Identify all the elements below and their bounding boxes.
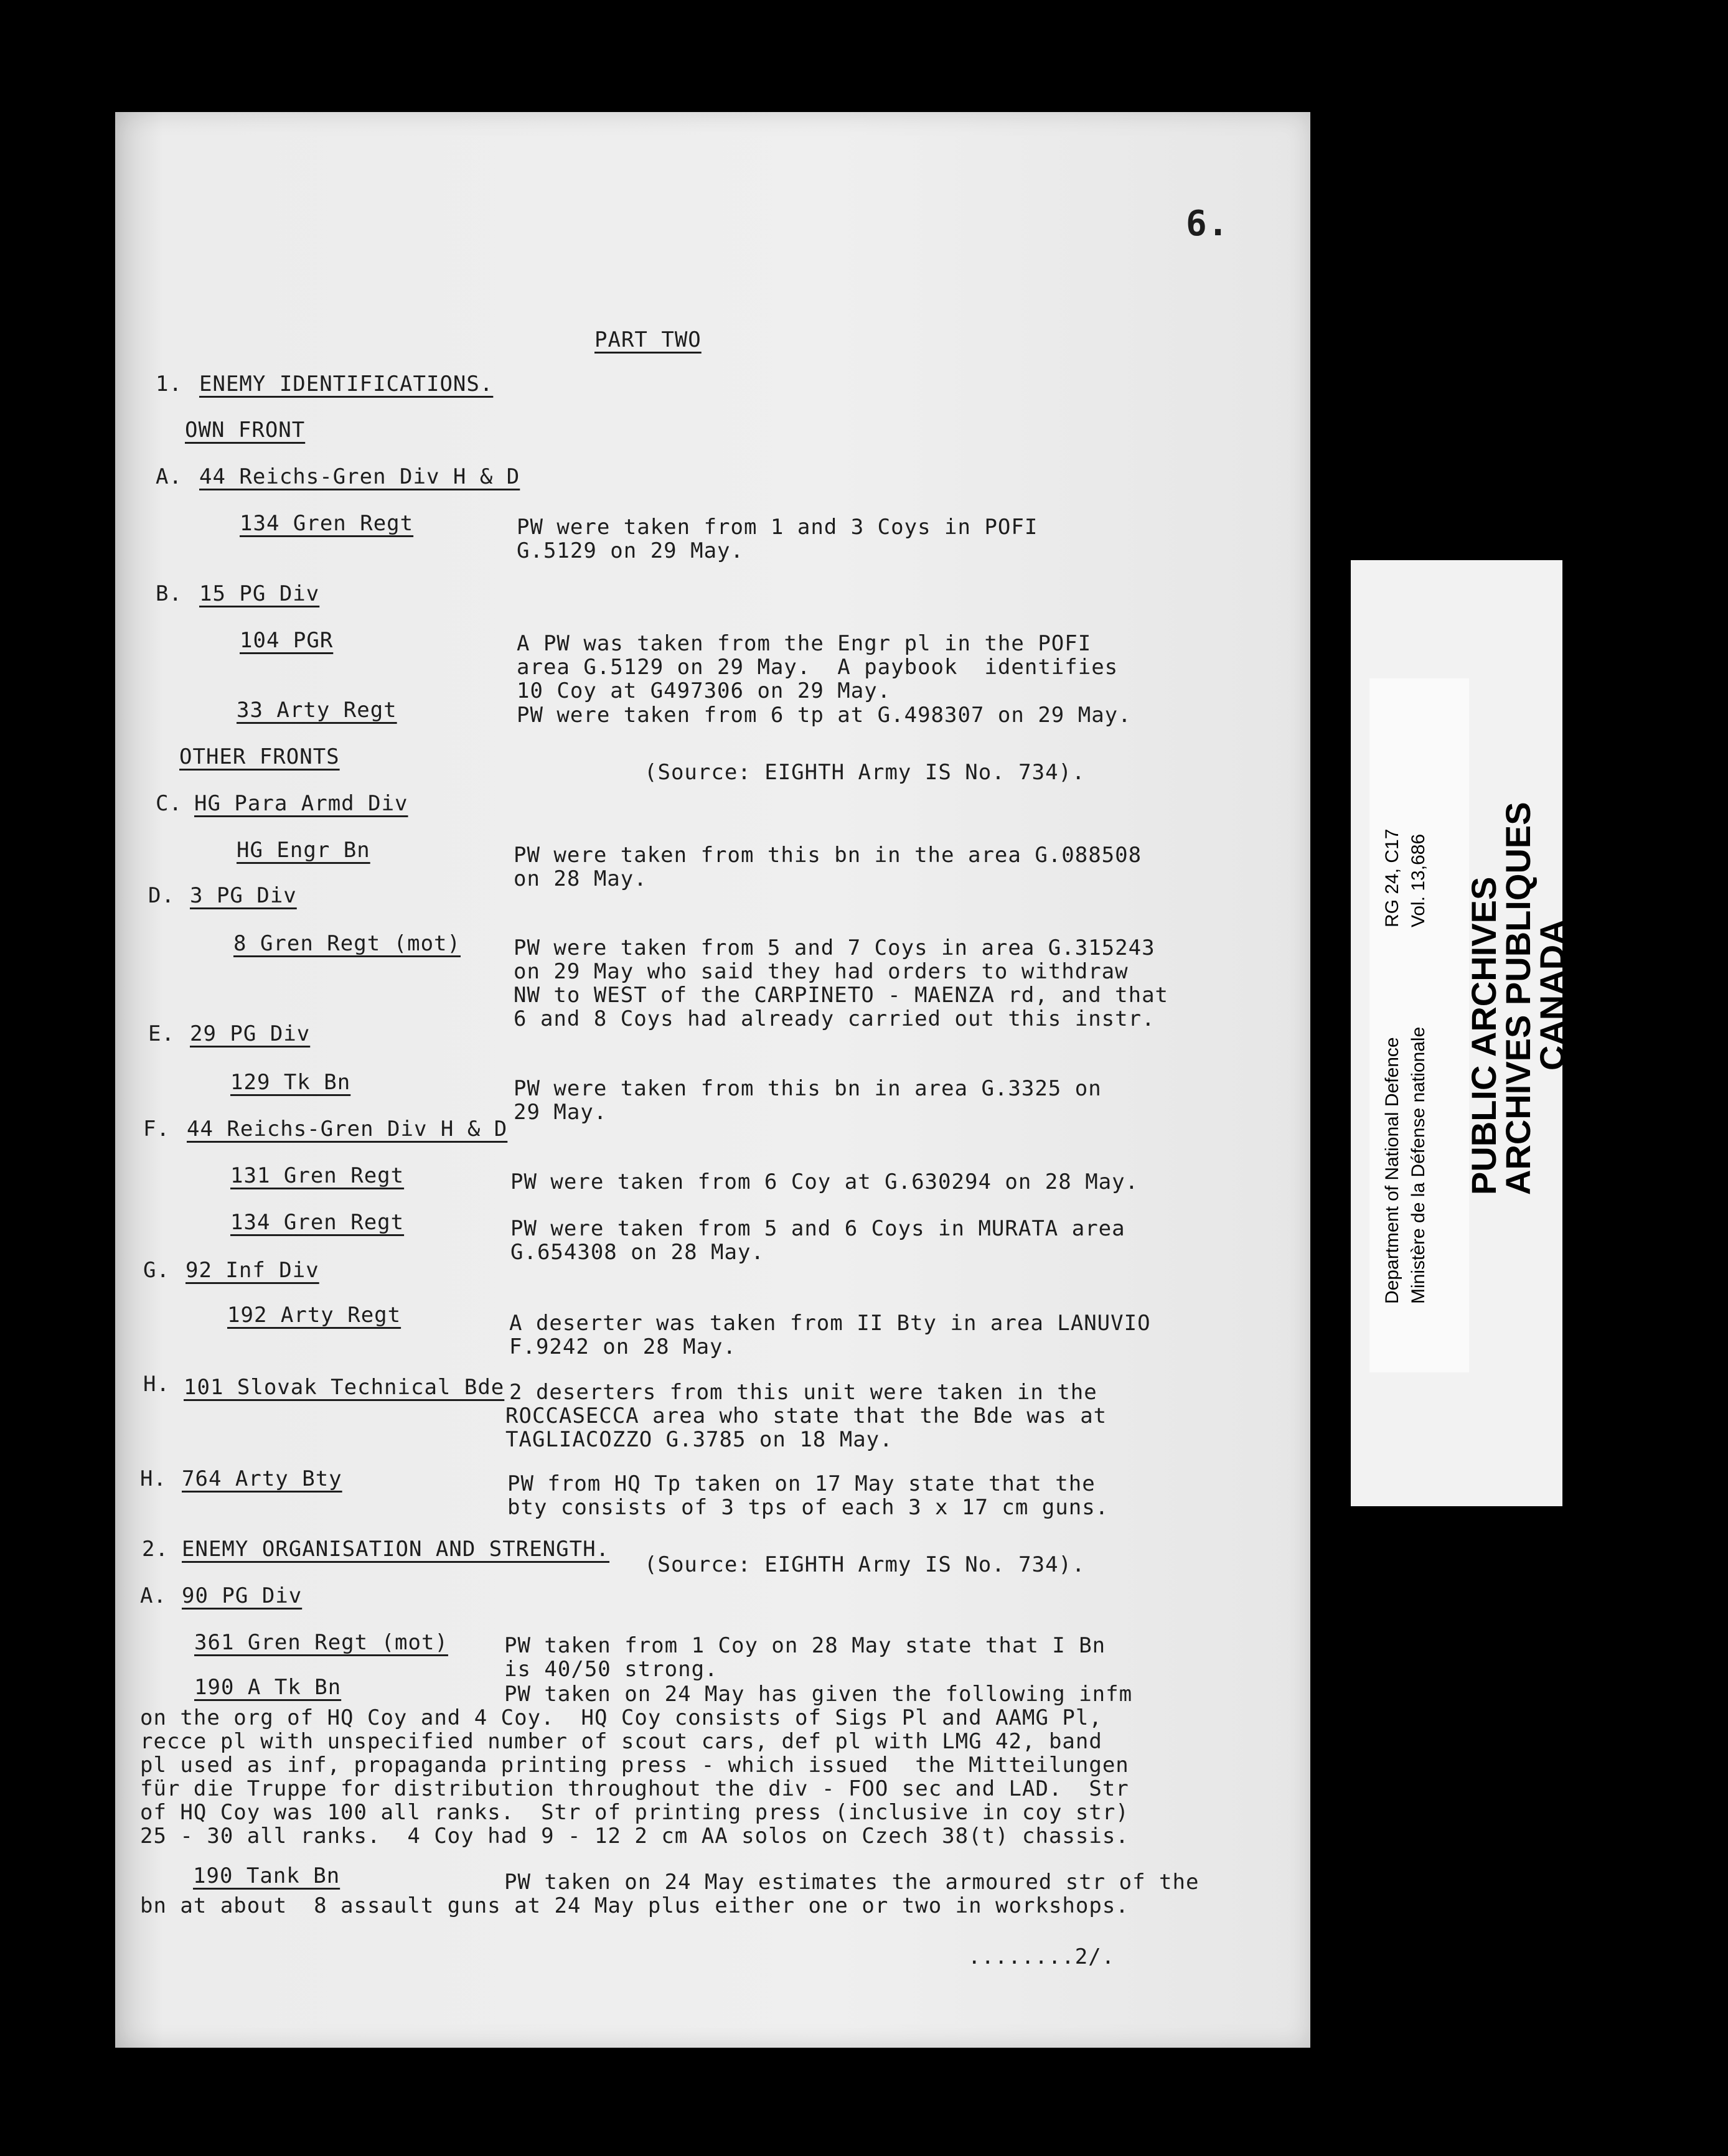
entry-E-label: E. bbox=[148, 1021, 175, 1046]
continuation-marker: ........2/. bbox=[968, 1944, 1115, 1969]
entry-F2-unit: 134 Gren Regt bbox=[230, 1210, 405, 1235]
entry-A22-text: pl used as inf, propaganda printing press - which issued the Mitteilungen bbox=[140, 1753, 1129, 1778]
entry-A22-unit: 190 A Tk Bn bbox=[194, 1675, 342, 1700]
entry-E1-text: 29 May. bbox=[514, 1100, 608, 1125]
entry-H2-unit: 764 Arty Bty bbox=[182, 1466, 342, 1491]
entry-A-label: A. bbox=[156, 464, 182, 489]
entry-A23-text: bn at about 8 assault guns at 24 May plus either one or two in workshops. bbox=[140, 1893, 1129, 1918]
entry-G1-unit: 192 Arty Regt bbox=[227, 1303, 401, 1328]
entry-F-label: F. bbox=[143, 1117, 170, 1141]
entry-A1-text: PW were taken from 1 and 3 Coys in POFI bbox=[517, 515, 1038, 540]
entry-D1-text: on 29 May who said they had orders to withdraw bbox=[514, 959, 1129, 984]
archive-title-fr: ARCHIVES PUBLIQUES bbox=[1498, 802, 1538, 1195]
entry-A22-text: of HQ Coy was 100 all ranks. Str of printing press (inclusive in coy str) bbox=[140, 1800, 1129, 1825]
entry-C1-text: on 28 May. bbox=[514, 866, 647, 891]
entry-F2-text: PW were taken from 5 and 6 Coys in MURATA area bbox=[510, 1216, 1125, 1241]
archive-title-en: PUBLIC ARCHIVES bbox=[1464, 876, 1503, 1195]
entry-F-unit: 44 Reichs-Gren Div H & D bbox=[187, 1117, 508, 1141]
own-front-heading: OWN FRONT bbox=[185, 418, 306, 443]
entry-B1-text: 10 Coy at G497306 on 29 May. bbox=[517, 678, 891, 703]
entry-G-label: G. bbox=[143, 1258, 170, 1283]
archive-title-country: CANADA bbox=[1533, 919, 1572, 1071]
entry-A2-unit: 90 PG Div bbox=[182, 1583, 303, 1608]
entry-E1-unit: 129 Tk Bn bbox=[230, 1070, 351, 1095]
entry-A22-text: für die Truppe for distribution throughout the div - FOO sec and LAD. Str bbox=[140, 1776, 1129, 1801]
entry-A22-text: 25 - 30 all ranks. 4 Coy had 9 - 12 2 cm AA solos on Czech 38(t) chassis. bbox=[140, 1824, 1129, 1849]
source-note: (Source: EIGHTH Army IS No. 734). bbox=[644, 760, 1086, 785]
entry-A1-unit: 134 Gren Regt bbox=[240, 511, 414, 536]
entry-G-unit: 92 Inf Div bbox=[185, 1258, 319, 1283]
entry-H-unit: 101 Slovak Technical Bde bbox=[184, 1375, 505, 1400]
entry-D-label: D. bbox=[148, 883, 175, 908]
entry-H-text: 2 deserters from this unit were taken in the bbox=[509, 1380, 1097, 1405]
page-title: PART TWO bbox=[594, 327, 702, 352]
archive-ref-rg: RG 24, C17 bbox=[1382, 828, 1402, 927]
entry-A1-text: G.5129 on 29 May. bbox=[517, 538, 744, 563]
entry-F1-unit: 131 Gren Regt bbox=[230, 1163, 405, 1188]
entry-A23-unit: 190 Tank Bn bbox=[193, 1863, 340, 1888]
section-1-number: 1. bbox=[156, 372, 182, 396]
entry-H-text: TAGLIACOZZO G.3785 on 18 May. bbox=[505, 1427, 893, 1452]
other-fronts-heading: OTHER FRONTS bbox=[179, 744, 340, 769]
entry-B2-text: PW were taken from 6 tp at G.498307 on 29 May. bbox=[517, 703, 1132, 728]
entry-H-text: ROCCASECCA area who state that the Bde was at bbox=[505, 1404, 1107, 1428]
entry-A22-text: recce pl with unspecified number of scout cars, def pl with LMG 42, band bbox=[140, 1729, 1102, 1754]
entry-A-unit: 44 Reichs-Gren Div H & D bbox=[199, 464, 520, 489]
entry-E1-text: PW were taken from this bn in area G.3325 on bbox=[514, 1076, 1102, 1101]
entry-C1-unit: HG Engr Bn bbox=[237, 838, 370, 863]
entry-C-unit: HG Para Armd Div bbox=[194, 791, 408, 816]
entry-E-unit: 29 PG Div bbox=[190, 1021, 311, 1046]
entry-F1-text: PW were taken from 6 Coy at G.630294 on 28 May. bbox=[510, 1169, 1139, 1194]
entry-D1-unit: 8 Gren Regt (mot) bbox=[233, 931, 461, 956]
page-number-mark: 6. bbox=[1186, 204, 1229, 244]
archive-dept-fr: Ministère de la Défense nationale bbox=[1408, 1026, 1429, 1304]
entry-G1-text: F.9242 on 28 May. bbox=[509, 1334, 736, 1359]
entry-C-label: C. bbox=[156, 791, 182, 816]
entry-F2-text: G.654308 on 28 May. bbox=[510, 1240, 764, 1265]
entry-C1-text: PW were taken from this bn in the area G.088508 bbox=[514, 843, 1142, 868]
section-2-number: 2. bbox=[142, 1537, 169, 1562]
entry-G1-text: A deserter was taken from II Bty in area LANUVIO bbox=[509, 1311, 1151, 1336]
entry-A21-text: PW taken from 1 Coy on 28 May state that I Bn bbox=[504, 1633, 1106, 1658]
entry-D1-text: NW to WEST of the CARPINETO - MAENZA rd, and that bbox=[514, 983, 1169, 1008]
entry-A21-unit: 361 Gren Regt (mot) bbox=[194, 1630, 448, 1655]
source-note: (Source: EIGHTH Army IS No. 734). bbox=[644, 1552, 1086, 1577]
entry-H-label: H. bbox=[143, 1372, 170, 1397]
entry-A21-text: is 40/50 strong. bbox=[504, 1657, 718, 1682]
entry-A22-text: PW taken on 24 May has given the following infm bbox=[504, 1682, 1133, 1707]
entry-D1-text: PW were taken from 5 and 7 Coys in area G.315243 bbox=[514, 935, 1155, 960]
entry-B1-text: A PW was taken from the Engr pl in the POFI bbox=[517, 631, 1092, 656]
section-1-heading: ENEMY IDENTIFICATIONS. bbox=[199, 372, 494, 396]
entry-D1-text: 6 and 8 Coys had already carried out this instr. bbox=[514, 1006, 1155, 1031]
entry-A22-text: on the org of HQ Coy and 4 Coy. HQ Coy consists of Sigs Pl and AAMG Pl, bbox=[140, 1705, 1102, 1730]
entry-B2-unit: 33 Arty Regt bbox=[237, 698, 397, 723]
entry-D-unit: 3 PG Div bbox=[190, 883, 297, 908]
archive-ref-vol: Vol. 13,686 bbox=[1408, 833, 1429, 927]
entry-H2-label: H. bbox=[140, 1466, 167, 1491]
entry-H2-text: PW from HQ Tp taken on 17 May state that the bbox=[507, 1471, 1096, 1496]
entry-B-unit: 15 PG Div bbox=[199, 581, 320, 606]
entry-B-label: B. bbox=[156, 581, 182, 606]
entry-A2-label: A. bbox=[140, 1583, 167, 1608]
entry-A23-text: PW taken on 24 May estimates the armoured str of the bbox=[504, 1870, 1200, 1895]
section-2-heading: ENEMY ORGANISATION AND STRENGTH. bbox=[182, 1537, 610, 1562]
entry-H2-text: bty consists of 3 tps of each 3 x 17 cm guns. bbox=[507, 1495, 1109, 1520]
entry-B1-text: area G.5129 on 29 May. A paybook identifies bbox=[517, 655, 1119, 680]
archive-dept-en: Department of National Defence bbox=[1382, 1037, 1402, 1304]
entry-B1-unit: 104 PGR bbox=[240, 628, 334, 653]
